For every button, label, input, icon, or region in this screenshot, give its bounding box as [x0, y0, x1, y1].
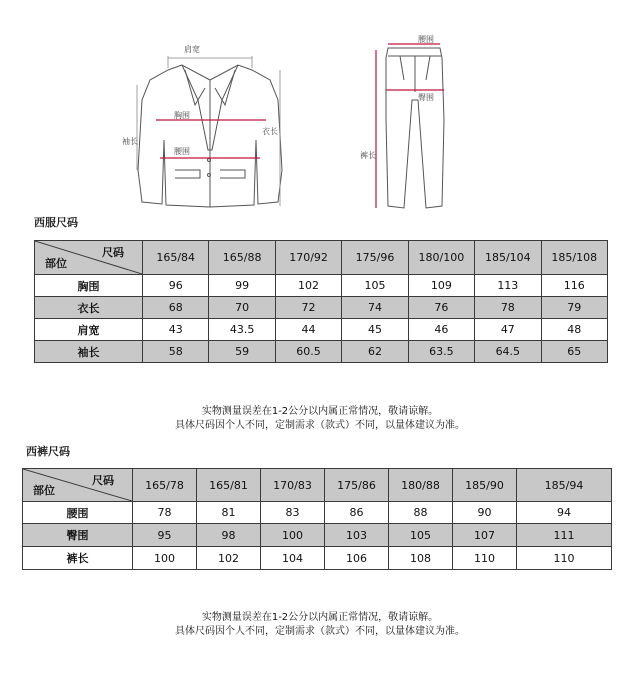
cell: 62: [342, 341, 408, 363]
cell: 94: [517, 502, 612, 524]
table-row: [23, 524, 612, 547]
table-row: [35, 275, 608, 297]
cell: 76: [408, 297, 474, 319]
pants-note-line1: 实物测量误差在1-2公分以内属正常情况，敬请谅解。: [201, 612, 439, 623]
row-label: 胸围: [35, 275, 143, 297]
cell: 99: [209, 275, 275, 297]
cell: 45: [342, 319, 408, 341]
cell: 47: [475, 319, 541, 341]
size-header: 180/100: [408, 241, 474, 275]
cell: 102: [197, 547, 261, 570]
jacket-chest-label: 胸围: [174, 111, 190, 120]
cell: 111: [517, 524, 612, 547]
cell: 110: [453, 547, 517, 570]
cell: 113: [475, 275, 541, 297]
pants-length-label: 裤长: [360, 151, 376, 160]
cell: 102: [275, 275, 341, 297]
size-header: 165/81: [197, 469, 261, 502]
suit-corner-part: 部位: [45, 257, 67, 270]
cell: 98: [197, 524, 261, 547]
cell: 104: [261, 547, 325, 570]
size-header: 165/84: [143, 241, 209, 275]
cell: 60.5: [275, 341, 341, 363]
cell: 107: [453, 524, 517, 547]
pants-corner-size: 尺码: [92, 474, 114, 487]
cell: 74: [342, 297, 408, 319]
size-header: 185/108: [541, 241, 607, 275]
cell: 43.5: [209, 319, 275, 341]
suit-note-line2: 具体尺码因个人不同，定制需求（款式）不同，以量体建议为准。: [175, 420, 465, 431]
jacket-shoulder-label: 肩宽: [184, 45, 200, 54]
size-header: 170/83: [261, 469, 325, 502]
pants-note-line2: 具体尺码因个人不同，定制需求（款式）不同，以量体建议为准。: [175, 626, 465, 637]
suit-corner-cell: [35, 241, 143, 275]
jacket-waist-label: 腰围: [174, 147, 190, 156]
size-header: 165/88: [209, 241, 275, 275]
cell: 116: [541, 275, 607, 297]
cell: 58: [143, 341, 209, 363]
pants-size-table: [22, 468, 612, 570]
cell: 78: [133, 502, 197, 524]
suit-size-table: [34, 240, 608, 363]
row-label: 臀围: [23, 524, 133, 547]
cell: 103: [325, 524, 389, 547]
pants-hip-label: 臀围: [418, 93, 434, 102]
cell: 109: [408, 275, 474, 297]
suit-note-line1: 实物测量误差在1-2公分以内属正常情况，敬请谅解。: [201, 406, 439, 417]
cell: 100: [261, 524, 325, 547]
suit-corner-size: 尺码: [102, 246, 124, 259]
table-row: [35, 319, 608, 341]
table-row: [35, 297, 608, 319]
cell: 59: [209, 341, 275, 363]
table-row: [23, 502, 612, 524]
cell: 95: [133, 524, 197, 547]
size-header: 175/96: [342, 241, 408, 275]
cell: 64.5: [475, 341, 541, 363]
size-header: 185/104: [475, 241, 541, 275]
cell: 110: [517, 547, 612, 570]
suit-header-row: [35, 241, 608, 275]
cell: 46: [408, 319, 474, 341]
pants-header-row: [23, 469, 612, 502]
row-label: 衣长: [35, 297, 143, 319]
size-header: 170/92: [275, 241, 341, 275]
cell: 83: [261, 502, 325, 524]
row-label: 腰围: [23, 502, 133, 524]
cell: 88: [389, 502, 453, 524]
cell: 100: [133, 547, 197, 570]
cell: 68: [143, 297, 209, 319]
cell: 65: [541, 341, 607, 363]
cell: 72: [275, 297, 341, 319]
jacket-length-label: 衣长: [262, 127, 278, 136]
cell: 108: [389, 547, 453, 570]
pants-waist-label: 腰围: [418, 35, 434, 44]
cell: 63.5: [408, 341, 474, 363]
table-row: [35, 341, 608, 363]
pants-corner-cell: [23, 469, 133, 502]
pants-corner-part: 部位: [33, 484, 55, 497]
cell: 79: [541, 297, 607, 319]
cell: 81: [197, 502, 261, 524]
jacket-sleeve-label: 袖长: [122, 137, 138, 146]
cell: 106: [325, 547, 389, 570]
row-label: 袖长: [35, 341, 143, 363]
size-header: 185/90: [453, 469, 517, 502]
cell: 86: [325, 502, 389, 524]
size-header: 175/86: [325, 469, 389, 502]
cell: 90: [453, 502, 517, 524]
pants-diagram: [360, 30, 470, 215]
size-header: 180/88: [389, 469, 453, 502]
row-label: 肩宽: [35, 319, 143, 341]
size-header: 165/78: [133, 469, 197, 502]
cell: 105: [342, 275, 408, 297]
cell: 70: [209, 297, 275, 319]
table-row: [23, 547, 612, 570]
cell: 44: [275, 319, 341, 341]
pants-size-title: 西裤尺码: [26, 445, 70, 458]
suit-size-title: 西服尺码: [34, 216, 78, 229]
cell: 105: [389, 524, 453, 547]
size-header: 185/94: [517, 469, 612, 502]
jacket-diagram: [120, 40, 300, 210]
cell: 48: [541, 319, 607, 341]
cell: 96: [143, 275, 209, 297]
row-label: 裤长: [23, 547, 133, 570]
cell: 43: [143, 319, 209, 341]
cell: 78: [475, 297, 541, 319]
